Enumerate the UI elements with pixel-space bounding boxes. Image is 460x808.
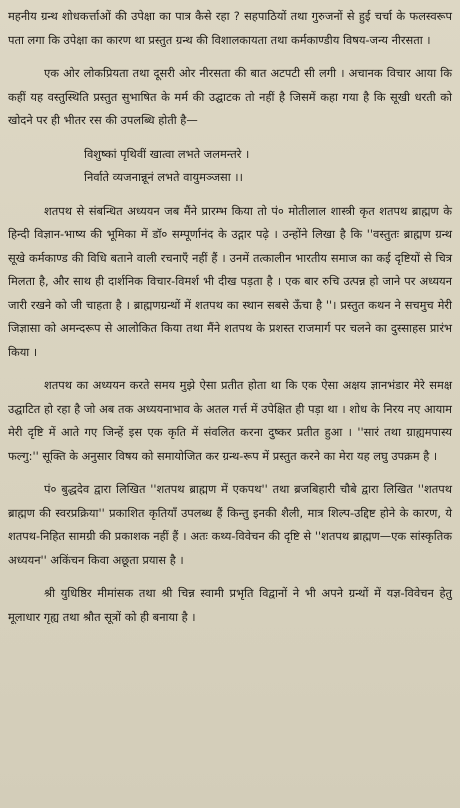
verse-line-1: विशुष्कां पृथिवीं खात्वा लभते जलमन्तरे ।: [84, 146, 250, 161]
sanskrit-verse: [8, 143, 452, 190]
paragraph-knowledge-treasure: शतपथ का अध्ययन करते समय मुझे ऐसा प्रतीत होता था कि एक ऐसा अक्षय ज्ञानभंडार मेरे समक्ष उद्घाटित हो रहा है जो अब तक अध्ययनाभाव के अतल गर्त्त में उपेक्षित ही पड़ा था । शोध के निरय नए आयाम मेरी दृष्टि में आते गए जिन्हें इस एक कृति में संवलित करना दुष्कर प्रतीत हुआ । ''सारं तथा ग्राह्यमपास्य फल्गु:'' सूक्ति के अनुसार विषय को समायोजित कर ग्रन्थ-रूप में प्रस्तुत करने का मेरा यह लघु उपक्रम है ।: [8, 378, 452, 463]
paragraph-popularity-dryness: एक ओर लोकप्रियता तथा दूसरी ओर नीरसता की बात अटपटी सी लगी । अचानक विचार आया कि कहीं यह वस्तुस्थिति प्रस्तुत सुभाषित के मर्म की उद्घाटक तो नहीं है जिसमें कहा गया है कि सूखी धरती को खोदने पर ही भीतर रस की उपलब्धि होती है—: [8, 66, 452, 127]
paragraph-scholars: श्री युधिष्ठिर मीमांसक तथा श्री चिन्न स्वामी प्रभृति विद्वानों ने भी अपने ग्रन्थों में यज्ञ-विवेचन हेतु मूलाधार गृह्य तथा श्रौत सूत्रों को ही बनाया है ।: [8, 586, 452, 624]
paragraph-existing-works: पं० बुद्धदेव द्वारा लिखित ''शतपथ ब्राह्मण में एकपथ'' तथा ब्रजबिहारी चौबे द्वारा लिखित ''शतपथ ब्राह्मण की स्वरप्रक्रिया'' प्रकाशित कृतियाँ उपलब्ध हैं किन्तु इनकी शैली, मात्र शिल्प-उद्दिष्ट होने के कारण, ये शतपथ-निहित सामग्री की प्रकाशक नहीं हैं । अतः कथ्य-विवेचन की दृष्टि से ''शतपथ ब्राह्मण—एक सांस्कृतिक अध्ययन'' अकिंचन किवा अछूता प्रयास है ।: [8, 482, 452, 567]
paragraph-neglect-reason: महनीय ग्रन्थ शोधकर्त्ताओं की उपेक्षा का पात्र कैसे रहा ? सहपाठियों तथा गुरुजनों से हुई चर्चा के फलस्वरूप पता लगा कि उपेक्षा का कारण था प्रस्तुत ग्रन्थ की विशालकायता तथा कर्मकाण्डीय विषय-जन्य नीरसता ।: [8, 9, 452, 47]
paragraph-shatapatha-study: शतपथ से संबन्धित अध्ययन जब मैंने प्रारम्भ किया तो पं० मोतीलाल शास्त्री कृत शतपथ ब्राह्मण के हिन्दी विज्ञान-भाष्य की भूमिका में डॉ० सम्पूर्णानंद के उद्गार पढ़े । उन्होंने लिखा है कि ''वस्तुतः ब्राह्मण ग्रन्थ सूखे कर्मकाण्ड की विधि बताने वाली रचनाएँ नहीं हैं । उनमें तत्कालीन भारतीय समाज का कई दृष्टियों से चित्र मिलता है, और साथ ही दार्शनिक विचार-विमर्श भी दीख पड़ता है । एक बार रुचि उत्पन्न हो जाने पर अध्ययन जारी रखने को जी चाहता है । ब्राह्मणग्रन्थों में शतपथ का स्थान सबसे ऊँचा है ''। प्रस्तुत कथन ने सचमुच मेरी जिज्ञासा को अमन्दरूप से आलोकित किया तथा मैंने शतपथ के प्रशस्त राजमार्ग पर चलने का दुस्साहस प्रारंभ किया ।: [8, 203, 452, 359]
verse-line-2: निर्वाते व्यजनान्नूनं लभते वायुमञ्जसा ।।: [84, 170, 243, 184]
